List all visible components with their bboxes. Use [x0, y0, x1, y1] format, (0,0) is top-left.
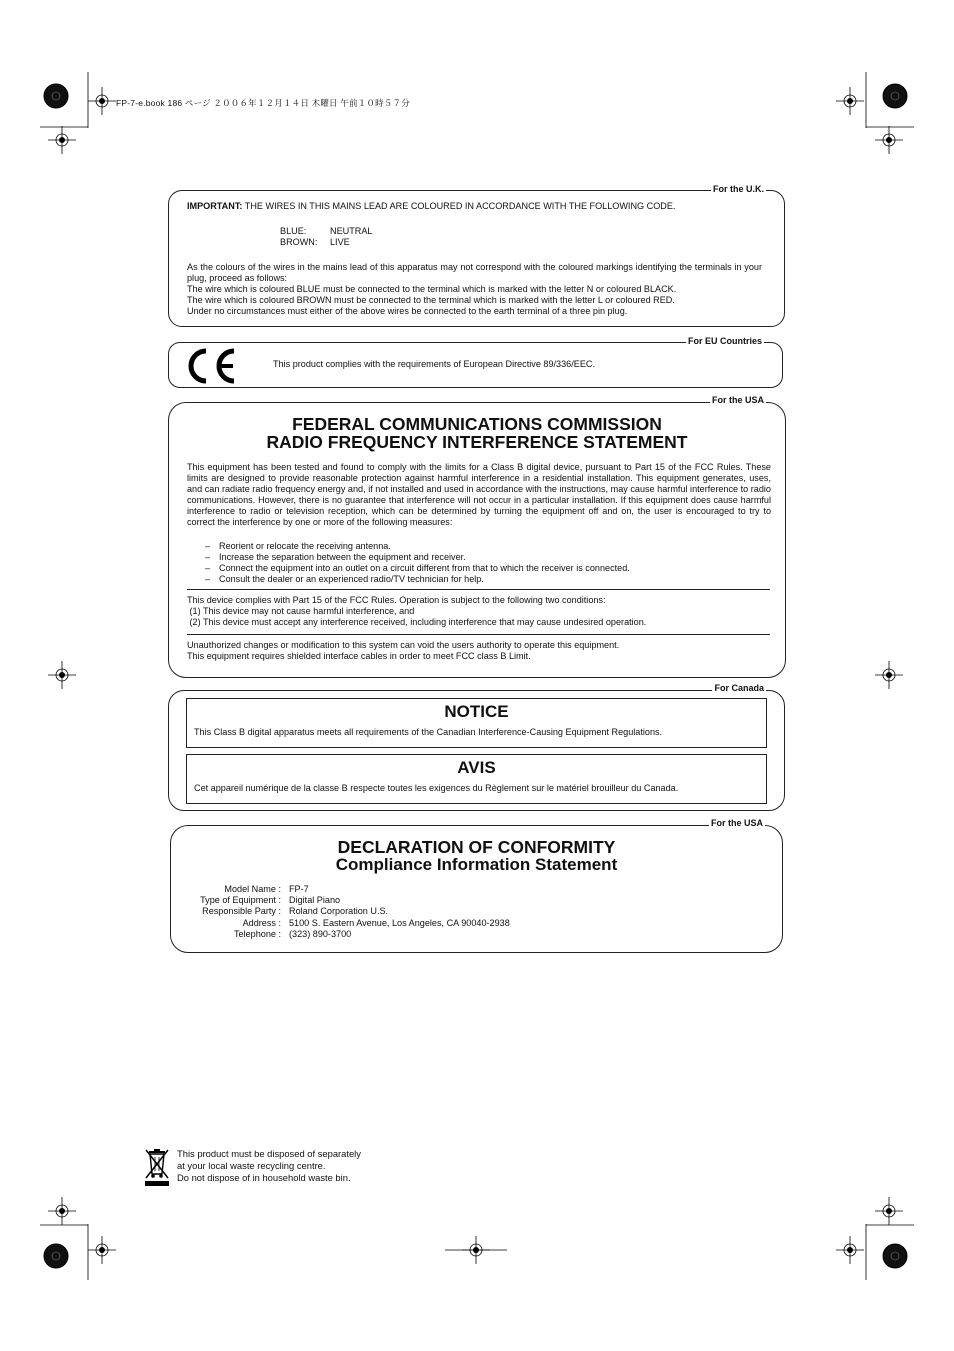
field-label: Telephone :	[233, 928, 281, 939]
fcc-tag: For the USA	[711, 395, 764, 405]
field-label: Responsible Party :	[202, 906, 281, 917]
field-label: Type of Equipment :	[200, 895, 281, 906]
uk-line: The wire which is coloured BROWN must be connected to the terminal which is marked with the letter L or coloured RED.	[187, 295, 675, 305]
avis-title: AVIS	[457, 758, 496, 777]
eu-text: This product complies with the requirements of European Directive 89/336/EEC.	[273, 359, 595, 369]
field-value: Roland Corporation U.S.	[289, 906, 389, 917]
weee-line: This product must be disposed of separately	[177, 1148, 361, 1159]
part15-condition: (2) This device must accept any interference received, including interference that may cause undesired operation.	[187, 617, 647, 627]
field-value: (323) 890-3700	[289, 928, 352, 939]
doc-fields	[187, 884, 777, 940]
list-item: – Connect the equipment into an outlet on a circuit different from that to which the receiver is connected.	[187, 563, 777, 574]
wire-meaning: LIVE	[330, 237, 350, 247]
doc-subtitle: Compliance Information Statement	[335, 855, 618, 874]
list-item: – Increase the separation between the equipment and receiver.	[187, 552, 777, 563]
uk-important	[187, 201, 772, 212]
divider	[187, 589, 770, 590]
wire-code-table	[280, 226, 372, 248]
field-value: FP-7	[289, 884, 309, 894]
weee-line: Do not dispose of in household waste bin.	[177, 1172, 351, 1184]
doc-field-row	[187, 906, 777, 917]
important-text: THE WIRES IN THIS MAINS LEAD ARE COLOURED IN ACCORDANCE WITH THE FOLLOWING CODE.	[242, 201, 676, 211]
avis-text: Cet appareil numérique de la classe B respecte toutes les exigences du Règlement sur le matériel brouilleur du Canada.	[194, 783, 679, 793]
fcc-final-line: This equipment requires shielded interface cables in order to meet FCC class B Limit.	[187, 651, 531, 661]
uk-paragraph: As the colours of the wires in the mains lead of this apparatus may not correspond with the coloured markings identifying the terminals in your plug, proceed as follows:	[187, 262, 762, 283]
field-value: Digital Piano	[289, 895, 341, 906]
wire-meaning: NEUTRAL	[330, 226, 373, 236]
uk-line: Under no circumstances must either of the above wires be connected to the earth terminal of a three pin plug.	[187, 306, 628, 316]
wire-color: BROWN:	[280, 237, 318, 247]
field-label: Model Name :	[224, 884, 281, 894]
part15-intro: This device complies with Part 15 of the FCC Rules. Operation is subject to the following two conditions:	[187, 595, 606, 605]
crossed-out-wheelie-bin-icon	[144, 1147, 170, 1192]
doc-field-row	[187, 895, 777, 906]
doc-tag: For the USA	[710, 818, 763, 828]
fcc-title-line2: RADIO FREQUENCY INTERFERENCE STATEMENT	[266, 432, 688, 452]
canada-tag: For Canada	[714, 683, 764, 693]
doc-field-row	[187, 884, 777, 895]
part15-condition: (1) This device may not cause harmful interference, and	[187, 606, 415, 616]
doc-field-row	[187, 929, 777, 940]
wire-row	[280, 237, 372, 248]
field-label: Address :	[242, 917, 281, 928]
fcc-paragraph: This equipment has been tested and found to comply with the limits for a Class B digital device, pursuant to Part 15 of the FCC Rules. These limits are designed to provide reasonable protection against harmful interference in a residential installation. This equipment generates, uses, and can radiate radio frequency energy and, if not installed and used in accordance with the instructions, may cause harmful interference to radio communications. However, there is no guarantee that interference will not occur in a particular installation. If this equipment does cause harmful interference to radio or television reception, which can be determined by turning the equipment off and on, the user is encouraged to try to correct the interference by one or more of the following measures:	[187, 462, 771, 527]
doc-title: DECLARATION OF CONFORMITY	[337, 837, 616, 857]
uk-line: The wire which is coloured BLUE must be connected to the terminal which is marked with the letter N or coloured BLACK.	[187, 284, 677, 294]
wire-color: BLUE:	[280, 226, 307, 236]
doc-field-row	[187, 918, 777, 929]
eu-tag: For EU Countries	[687, 336, 762, 346]
list-item: – Consult the dealer or an experienced radio/TV technician for help.	[187, 574, 777, 585]
weee-line: at your local waste recycling centre.	[177, 1160, 326, 1172]
notice-text: This Class B digital apparatus meets all requirements of the Canadian Interference-Causing Equipment Regulations.	[194, 727, 663, 737]
field-value: 5100 S. Eastern Avenue, Los Angeles, CA 90040-2938	[289, 917, 510, 928]
fcc-measures-list	[187, 541, 777, 585]
wire-row	[280, 226, 372, 237]
fcc-title-line1: FEDERAL COMMUNICATIONS COMMISSION	[292, 414, 662, 434]
fcc-final-line: Unauthorized changes or modification to this system can void the users authority to operate this equipment.	[187, 640, 620, 650]
notice-title: NOTICE	[444, 702, 509, 721]
divider	[187, 634, 770, 635]
important-label: IMPORTANT:	[187, 201, 243, 211]
print-header: FP-7-e.book 186 ページ ２００６年１２月１４日 木曜日 午前１０時５７分	[116, 98, 410, 108]
ce-mark-icon	[184, 345, 240, 392]
list-item: – Reorient or relocate the receiving antenna.	[187, 541, 777, 552]
uk-tag: For the U.K.	[713, 184, 764, 194]
weee-text	[177, 1148, 437, 1185]
